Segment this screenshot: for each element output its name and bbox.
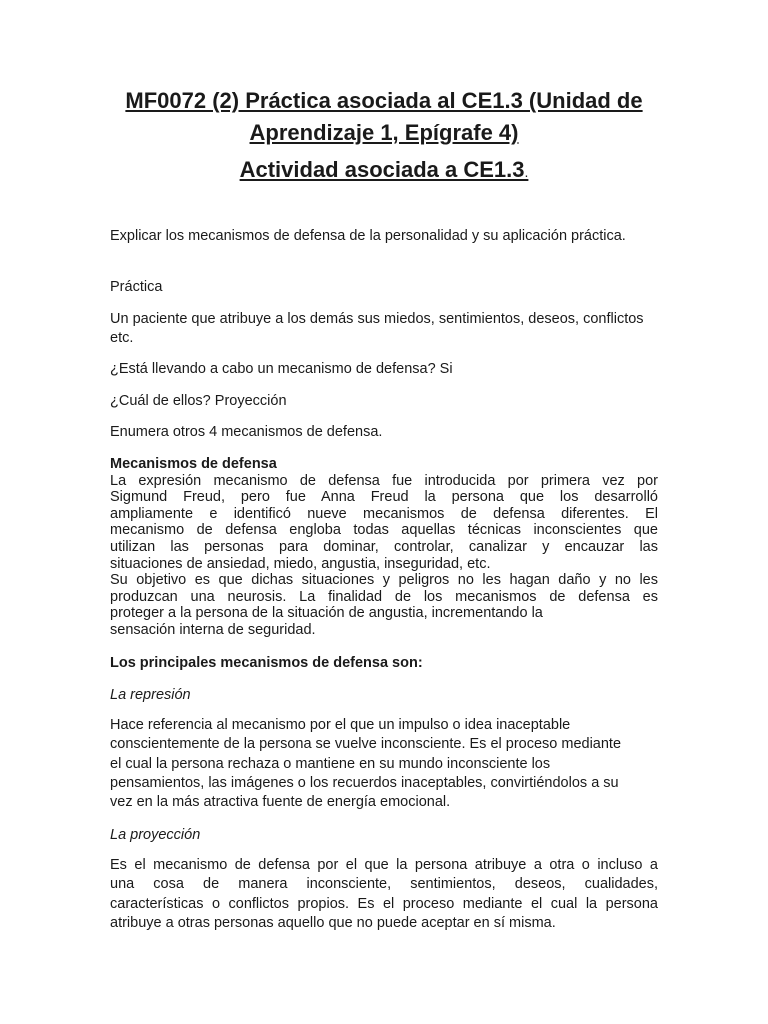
represion-line: pensamientos, las imágenes o los recuerdos inaceptables, convirtiéndolos a su [110,774,619,791]
practica-label: Práctica [110,279,163,295]
represion-line: Hace referencia al mecanismo por el que un impulso o idea inaceptable [110,717,571,733]
document-subtitle [60,154,708,188]
represion-line: vez en la más atractiva fuente de energía emocional. [110,794,451,811]
mecanismos-line: utilizan las personas para dominar, controlar, canalizar y encauzar las [110,538,658,555]
mecanismos-line: mecanismo de defensa engloba todas aquellas técnicas inconscientes que [110,522,658,539]
proyeccion-line: atribuye a otras personas aquello que no puede aceptar en sí misma. [110,914,556,931]
principales-heading: Los principales mecanismos de defensa son: [110,655,423,671]
mecanismos-line: proteger a la persona de la situación de angustia, incrementando la [110,605,543,622]
question-3: Enumera otros 4 mecanismos de defensa. [110,424,383,440]
subtitle-text: Actividad asociada a CE1.3 [239,157,525,182]
mecanismos-section [110,456,658,639]
mecanismos-line: sensación interna de seguridad. [110,621,316,638]
proyeccion-line: Es el mecanismo de defensa por el que la persona atribuye a otra o incluso a [110,857,658,873]
mecanismos-line: Sigmund Freud, pero fue Anna Freud la persona que los desarrolló [110,489,658,506]
question-2: ¿Cuál de ellos? Proyección [110,393,287,409]
represion-title: La represión [110,687,191,703]
proyeccion-title: La proyección [110,827,201,843]
case-paragraph: Un paciente que atribuye a los demás sus miedos, sentimientos, deseos, conflictos etc. [110,311,644,346]
represion-line: conscientemente de la persona se vuelve inconsciente. Es el proceso mediante [110,736,622,753]
mecanismos-heading: Mecanismos de defensa [110,456,277,472]
title-line-1: MF0072 (2) Práctica asociada al CE1.3 (Unidad de [125,88,643,113]
represion-paragraph [110,716,658,812]
proyeccion-paragraph [110,856,658,933]
task-paragraph: Explicar los mecanismos de defensa de la personalidad y su aplicación práctica. [110,228,626,244]
mecanismos-line: situaciones de ansiedad, miedo, angustia, inseguridad, etc. [110,555,491,572]
mecanismos-line: produzcan una neurosis. La finalidad de los mecanismos de defensa es [110,588,658,605]
proyeccion-line: una cosa de manera inconsciente, sentimientos, deseos, cualidades, [110,876,658,893]
proyeccion-line: características o conflictos propios. Es el proceso mediante el cual la persona [110,895,658,912]
subtitle-suffix: . [524,164,529,180]
question-1: ¿Está llevando a cabo un mecanismo de defensa? Si [110,361,453,377]
title-line-2: Aprendizaje 1, Epígrafe 4) [249,120,519,145]
represion-line: el cual la persona rechaza o mantiene en su mundo inconsciente los [110,755,551,772]
mecanismos-line: ampliamente e identificó nueve mecanismos de defensa diferentes. El [110,505,658,522]
mecanismos-line: La expresión mecanismo de defensa fue introducida por primera vez por [110,472,658,489]
mecanismos-line: Su objetivo es que dichas situaciones y peligros no les hagan daño y no les [110,572,658,589]
document-title [60,85,708,149]
